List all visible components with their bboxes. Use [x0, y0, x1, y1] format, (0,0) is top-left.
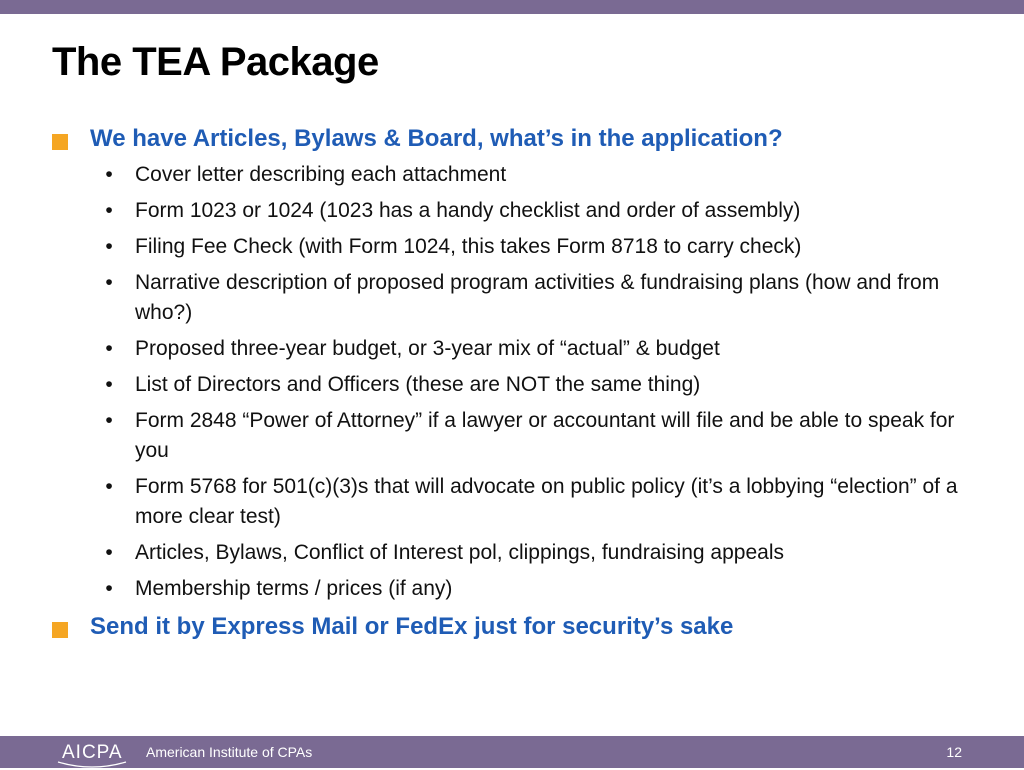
- list-item-text: Narrative description of proposed program activities & fundraising plans (how and from who?): [135, 271, 940, 324]
- footer-bar: [0, 736, 1024, 768]
- list-item-text: Articles, Bylaws, Conflict of Interest pol, clippings, fundraising appeals: [135, 541, 784, 564]
- bullet-dot-icon: •: [105, 337, 113, 360]
- list-item-text: Cover letter describing each attachment: [135, 163, 507, 186]
- list-item-text: Proposed three-year budget, or 3-year mix of “actual” & budget: [135, 337, 720, 360]
- list-item: [52, 160, 972, 190]
- bullet-dot-icon: •: [105, 373, 113, 396]
- list-item: [52, 406, 972, 466]
- orange-square-bullet-icon: [52, 134, 68, 150]
- list-item-text: List of Directors and Officers (these are NOT the same thing): [135, 373, 701, 396]
- top-accent-bar: [0, 0, 1024, 14]
- slide-title: The TEA Package: [52, 40, 379, 84]
- list-item: [52, 538, 972, 568]
- list-item: [52, 196, 972, 226]
- aicpa-logo: [62, 740, 123, 766]
- list-item: [52, 472, 972, 532]
- logo-arc-icon: [56, 760, 128, 770]
- orange-square-bullet-icon: [52, 622, 68, 638]
- list-item: [52, 334, 972, 364]
- bullet-dot-icon: •: [105, 163, 113, 186]
- list-item-text: Filing Fee Check (with Form 1024, this takes Form 8718 to carry check): [135, 235, 802, 258]
- bullet-dot-icon: •: [105, 475, 113, 498]
- list-item: [52, 268, 972, 328]
- bullet-dot-icon: •: [105, 235, 113, 258]
- logo-text: AICPA: [62, 742, 123, 763]
- list-item: [52, 574, 972, 604]
- footer-org-name: American Institute of CPAs: [146, 744, 313, 760]
- list-item: [52, 370, 972, 400]
- slide-content: [52, 122, 972, 644]
- main-bullet-send: [52, 610, 972, 644]
- list-item-text: Form 5768 for 501(c)(3)s that will advocate on public policy (it’s a lobbying “election” of a more clear test): [135, 475, 958, 528]
- bullet-dot-icon: •: [105, 409, 113, 432]
- list-item-text: Membership terms / prices (if any): [135, 577, 453, 600]
- bullet-dot-icon: •: [105, 199, 113, 222]
- list-item: [52, 232, 972, 262]
- list-item-text: Form 1023 or 1024 (1023 has a handy checklist and order of assembly): [135, 199, 801, 222]
- main-bullet-application: [52, 122, 972, 156]
- application-items-list: [52, 160, 972, 604]
- list-item-text: Form 2848 “Power of Attorney” if a lawyer or accountant will file and be able to speak for you: [135, 409, 955, 462]
- bullet-dot-icon: •: [105, 541, 113, 564]
- page-number: 12: [946, 744, 962, 760]
- bullet-dot-icon: •: [105, 271, 113, 294]
- main-bullet-text: Send it by Express Mail or FedEx just for security’s sake: [90, 613, 734, 640]
- bullet-dot-icon: •: [105, 577, 113, 600]
- main-bullet-text: We have Articles, Bylaws & Board, what’s in the application?: [90, 125, 783, 152]
